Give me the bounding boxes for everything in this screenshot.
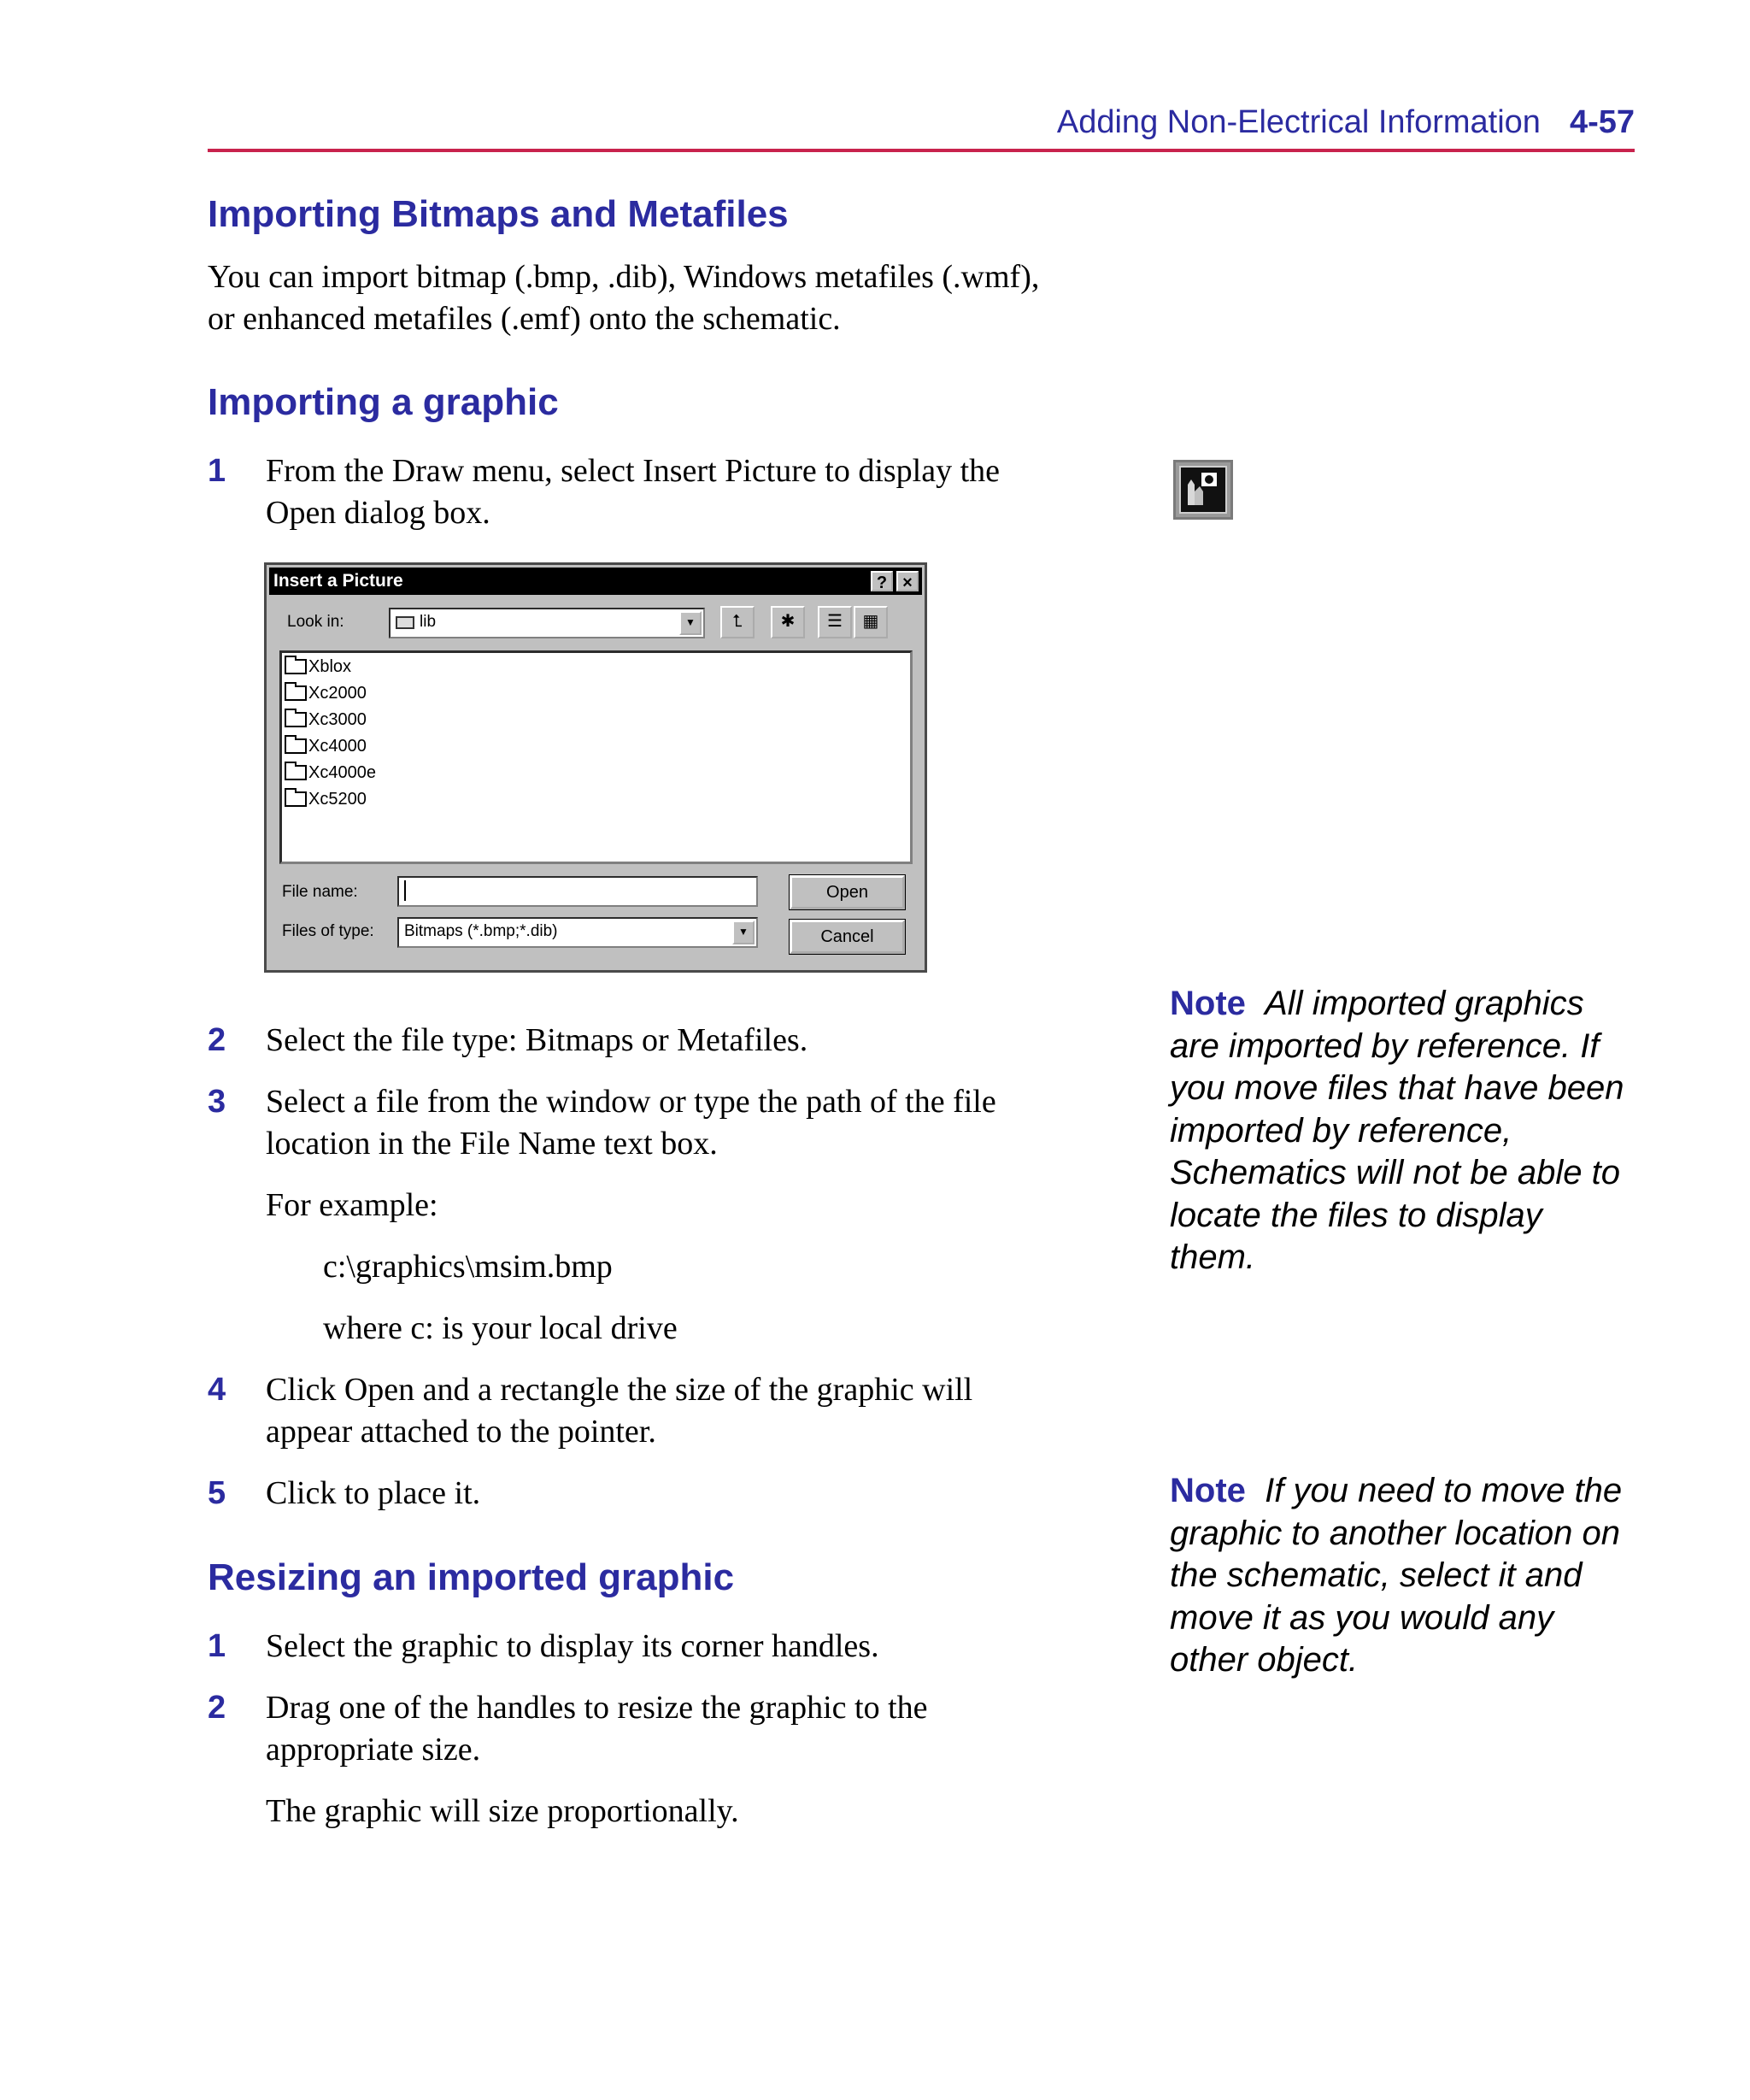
chevron-down-icon[interactable]: ▼	[679, 611, 702, 635]
folder-name: Xc2000	[308, 684, 367, 703]
note-line: All imported graphics	[1265, 985, 1584, 1022]
step-number: 3	[208, 1084, 226, 1120]
folder-icon	[285, 685, 307, 701]
folder-icon	[396, 616, 414, 629]
insert-picture-icon	[1173, 460, 1233, 520]
example-path: c:\graphics\msim.bmp	[323, 1249, 613, 1285]
section-heading-importing-graphic: Importing a graphic	[208, 381, 559, 423]
step-number: 1	[208, 1628, 226, 1664]
files-of-type-select[interactable]	[397, 917, 758, 948]
file-name-label: File name:	[282, 883, 358, 901]
note-line: other object.	[1170, 1641, 1359, 1679]
help-button[interactable]: ?	[871, 571, 893, 591]
intro-line: You can import bitmap (.bmp, .dib), Windows metafiles (.wmf),	[208, 259, 1040, 295]
close-button[interactable]: ×	[896, 571, 919, 591]
note-line: Schematics will not be able to	[1170, 1154, 1620, 1191]
dialog-titlebar[interactable]	[269, 568, 922, 595]
details-view-button[interactable]	[854, 606, 888, 638]
step-number: 5	[208, 1475, 226, 1511]
folder-name: Xblox	[308, 657, 352, 676]
note-line: If you need to move the	[1265, 1472, 1623, 1509]
step-line: Select a file from the window or type the path of the file	[266, 1084, 996, 1120]
step-line: Open dialog box.	[266, 495, 490, 531]
folder-icon	[285, 738, 307, 754]
folder-up-icon: ⮤	[732, 612, 743, 631]
page-number: 4-57	[1569, 104, 1635, 140]
files-of-type-label: Files of type:	[282, 922, 374, 940]
file-list[interactable]	[279, 650, 913, 864]
note-line: graphic to another location on	[1170, 1514, 1621, 1552]
step-number: 2	[208, 1690, 226, 1726]
note-line: the schematic, select it and	[1170, 1556, 1583, 1594]
chevron-down-icon[interactable]: ▼	[732, 921, 755, 944]
list-item[interactable]	[285, 708, 367, 732]
note-line: move it as you would any	[1170, 1598, 1554, 1637]
list-item[interactable]	[285, 734, 367, 758]
margin-note	[1170, 1470, 1635, 1682]
note-line: you move files that have been	[1170, 1069, 1624, 1107]
new-folder-button[interactable]	[771, 606, 805, 638]
step-line: From the Draw menu, select Insert Picture to display the	[266, 453, 1001, 489]
list-item[interactable]	[285, 681, 367, 705]
folder-icon	[285, 765, 307, 780]
example-intro: For example:	[266, 1187, 438, 1223]
folder-name: Xc4000e	[308, 763, 376, 782]
step-line: location in the File Name text box.	[266, 1126, 718, 1162]
look-in-combo[interactable]	[389, 608, 705, 638]
cancel-button[interactable]: Cancel	[790, 920, 905, 954]
example-note: where c: is your local drive	[323, 1310, 678, 1346]
note-line: locate the files to display	[1170, 1196, 1542, 1234]
folder-name: Xc4000	[308, 737, 367, 756]
list-view-button[interactable]	[818, 606, 852, 638]
step-line: appear attached to the pointer.	[266, 1414, 656, 1450]
chapter-title: Adding Non-Electrical Information	[1056, 104, 1541, 140]
step-line: appropriate size.	[266, 1732, 481, 1768]
open-button[interactable]: Open	[790, 875, 905, 909]
folder-icon	[285, 791, 307, 807]
look-in-label: Look in:	[287, 613, 344, 631]
list-item[interactable]	[285, 787, 367, 811]
new-folder-icon: ✱	[780, 612, 796, 631]
note-label: Note	[1170, 985, 1246, 1022]
details-view-icon: ▦	[862, 612, 879, 631]
look-in-value: lib	[420, 613, 437, 631]
text-cursor	[404, 880, 406, 901]
step-number: 4	[208, 1372, 226, 1408]
file-name-input[interactable]	[397, 876, 758, 907]
intro-paragraph	[208, 256, 1148, 340]
step-number: 1	[208, 453, 226, 489]
folder-icon	[285, 712, 307, 727]
list-view-icon: ☰	[827, 612, 843, 631]
folder-icon	[285, 659, 307, 674]
step-line: Select the graphic to display its corner handles.	[266, 1628, 879, 1664]
folder-name: Xc3000	[308, 710, 367, 729]
up-one-level-button[interactable]	[720, 606, 755, 638]
note-line: are imported by reference. If	[1170, 1026, 1600, 1065]
dialog-title: Insert a Picture	[273, 571, 403, 591]
header-rule	[208, 149, 1635, 152]
insert-picture-dialog	[264, 562, 927, 973]
step-line: Select the file type: Bitmaps or Metafiles.	[266, 1022, 808, 1058]
list-item[interactable]	[285, 655, 351, 679]
section-heading-resizing-graphic: Resizing an imported graphic	[208, 1556, 735, 1598]
files-of-type-value: Bitmaps (*.bmp;*.dib)	[404, 922, 558, 940]
step-line: Drag one of the handles to resize the graphic to the	[266, 1690, 928, 1726]
note-label: Note	[1170, 1472, 1246, 1509]
list-item[interactable]	[285, 761, 376, 785]
step-number: 2	[208, 1022, 226, 1058]
note-line: imported by reference,	[1170, 1111, 1512, 1150]
section-heading-importing-bitmaps: Importing Bitmaps and Metafiles	[208, 193, 789, 235]
step-line: Click to place it.	[266, 1475, 481, 1511]
intro-line: or enhanced metafiles (.emf) onto the schematic.	[208, 301, 841, 337]
note-line: them.	[1170, 1238, 1256, 1276]
closing-paragraph: The graphic will size proportionally.	[266, 1793, 739, 1829]
folder-name: Xc5200	[308, 790, 367, 809]
step-line: Click Open and a rectangle the size of the graphic will	[266, 1372, 973, 1408]
running-header	[1057, 104, 1635, 141]
margin-note	[1170, 983, 1635, 1279]
